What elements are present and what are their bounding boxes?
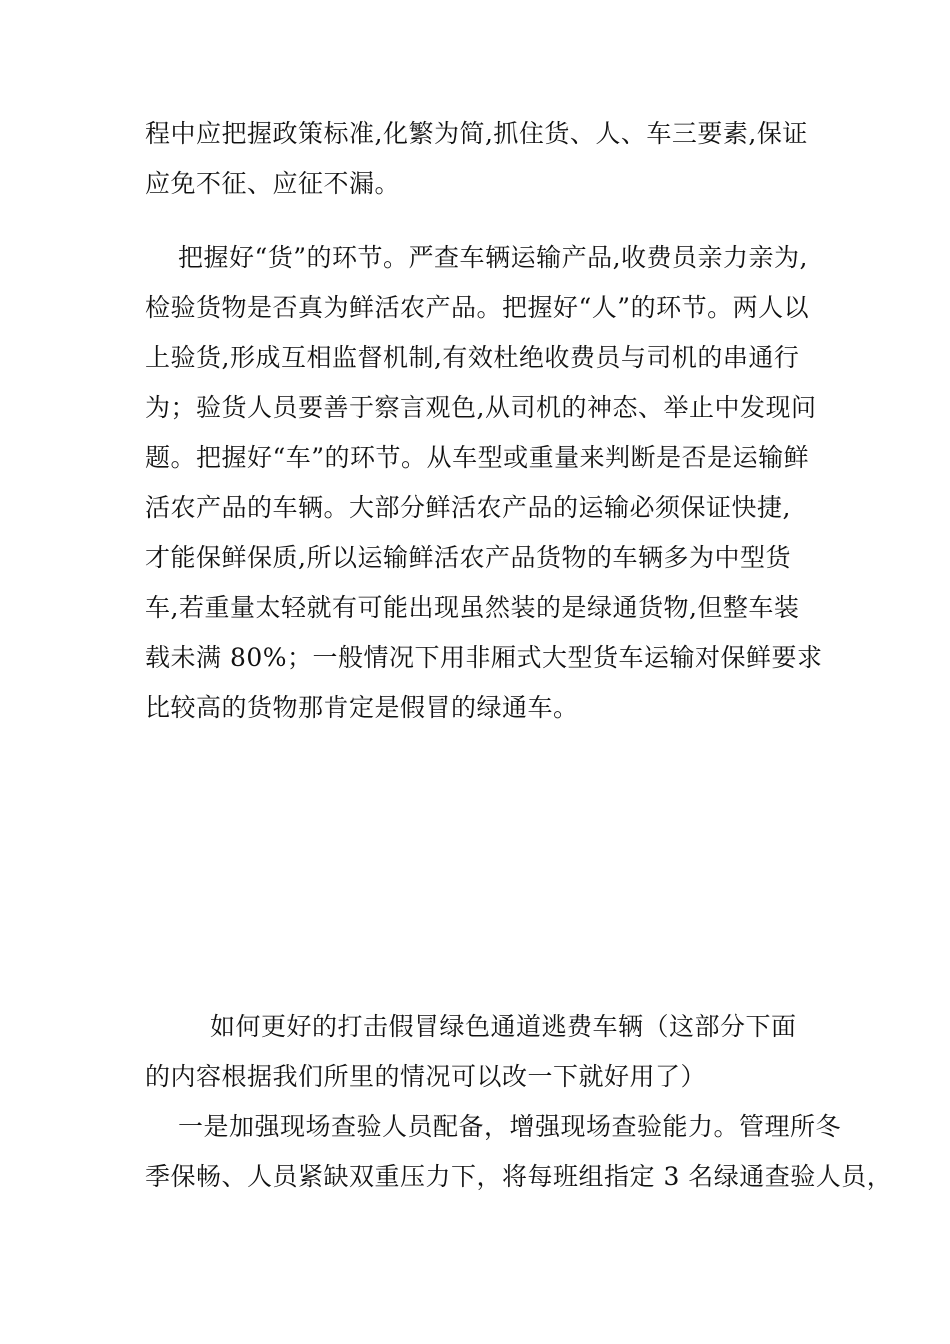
paragraph2-line-1: 把握好“货”的环节。严查车辆运输产品,收费员亲力亲为, bbox=[178, 243, 808, 272]
paragraph2-line-6: 活农产品的车辆。大部分鲜活农产品的运输必须保证快捷, bbox=[145, 493, 791, 522]
paragraph2-line-7: 才能保鲜保质,所以运输鲜活农产品货物的车辆多为中型货 bbox=[145, 543, 791, 572]
paragraph2-line-8: 车,若重量太轻就有可能出现虽然装的是绿通货物,但整车装 bbox=[145, 593, 800, 622]
paragraph2-line-10: 比较高的货物那肯定是假冒的绿通车。 bbox=[145, 693, 579, 722]
paragraph2-line-4: 为；验货人员要善于察言观色,从司机的神态、举止中发现问 bbox=[145, 393, 817, 422]
paragraph2-line-9: 载未满 80%；一般情况下用非厢式大型货车运输对保鲜要求 bbox=[145, 643, 823, 672]
paragraph1-line-2: 应免不征、应征不漏。 bbox=[145, 169, 401, 198]
paragraph1-line-1: 程中应把握政策标准,化繁为简,抓住货、人、车三要素,保证 bbox=[145, 119, 808, 148]
paragraph2-line-5: 题。把握好“车”的环节。从车型或重量来判断是否是运输鲜 bbox=[145, 443, 810, 472]
paragraph3-line-1: 一是加强现场查验人员配备，增强现场查验能力。管理所冬 bbox=[178, 1112, 842, 1141]
section-heading-line-2: 的内容根据我们所里的情况可以改一下就好用了） bbox=[145, 1062, 707, 1091]
paragraph3-line-2: 季保畅、人员紧缺双重压力下，将每班组指定 3 名绿通查验人员， bbox=[145, 1162, 893, 1191]
paragraph2-line-3: 上验货,形成互相监督机制,有效杜绝收费员与司机的串通行 bbox=[145, 343, 800, 372]
section-heading-line-1: 如何更好的打击假冒绿色通道逃费车辆（这部分下面 bbox=[210, 1012, 797, 1041]
paragraph2-line-2: 检验货物是否真为鲜活农产品。把握好“人”的环节。两人以 bbox=[145, 293, 810, 322]
